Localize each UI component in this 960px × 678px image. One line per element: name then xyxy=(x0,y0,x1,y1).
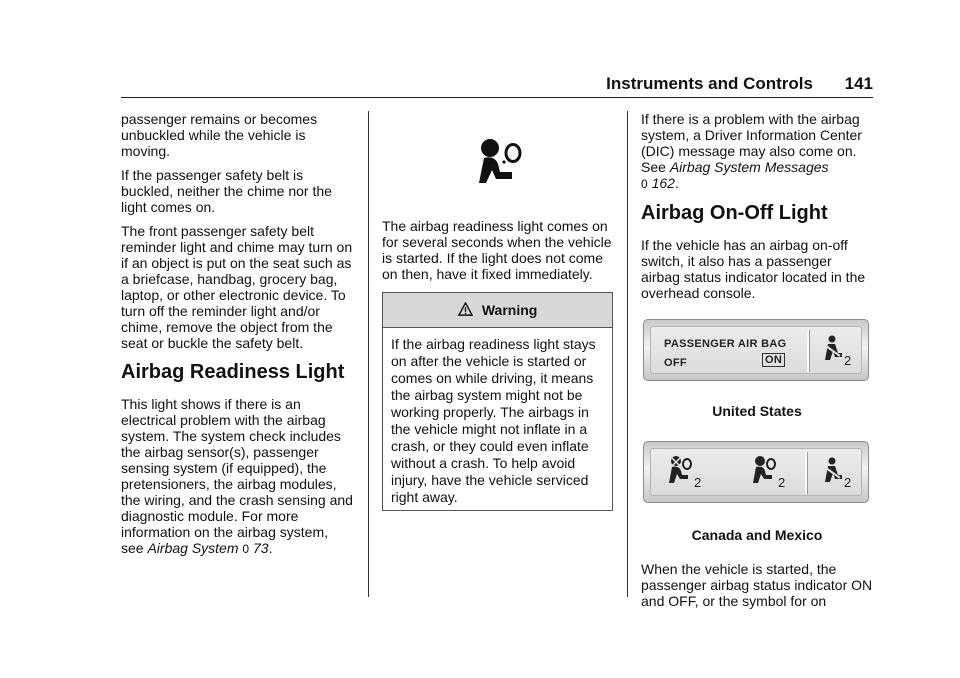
passenger-seat-icon xyxy=(823,457,843,485)
paragraph xyxy=(121,396,353,557)
paragraph: The front passenger safety belt reminder light and chime may turn on if an object is put on the seat such as a briefcase, handbag, grocery bag, laptop, or other electronic device. To turn off the reminder light and/or chime, remove the object from the seat or buckle the safety belt. xyxy=(121,223,353,351)
column-right xyxy=(641,111,873,617)
column-middle xyxy=(382,110,615,511)
airbag-off-icon xyxy=(668,455,694,485)
column-left xyxy=(121,111,353,565)
paragraph: passenger remains or becomes unbuckled while the vehicle is moving. xyxy=(121,111,318,159)
warning-box xyxy=(382,292,613,511)
column-divider xyxy=(368,111,369,597)
image-caption: Canada and Mexico xyxy=(691,527,823,543)
cross-reference-link[interactable]: Airbag System xyxy=(147,540,239,556)
seat-number: 2 xyxy=(778,475,786,490)
panel-divider xyxy=(807,330,809,372)
warning-header xyxy=(383,293,612,328)
warning-title: Warning xyxy=(481,302,538,318)
paragraph: If the vehicle has an airbag on-off switch, it also has a passenger airbag status indicator located in the overhead console. xyxy=(641,237,866,301)
cross-reference-link[interactable]: Airbag System Messages xyxy=(669,159,829,175)
paragraph: If the passenger safety belt is buckled, neither the chime nor the light comes on. xyxy=(121,167,332,215)
panel-label: PASSENGER AIR BAG xyxy=(664,338,787,350)
seat-number: 2 xyxy=(694,475,702,490)
punctuation: . xyxy=(268,540,273,556)
airbag-on-icon xyxy=(752,455,778,485)
page-number: 141 xyxy=(844,74,873,93)
paragraph xyxy=(641,111,873,192)
paragraph: When the vehicle is started, the passenger airbag status indicator ON and OFF, or the symbol for on xyxy=(641,561,873,609)
warning-icon xyxy=(458,302,477,319)
us-airbag-status-panel xyxy=(643,319,869,381)
canada-mexico-airbag-status-panel xyxy=(643,441,869,503)
page-ref-number[interactable]: 162 xyxy=(651,175,675,191)
section-heading: Airbag Readiness Light xyxy=(121,361,345,383)
page-header xyxy=(121,74,873,98)
punctuation: . xyxy=(674,175,679,191)
paragraph-text: If there is a problem with the airbag system, a Driver Information Center (DIC) message may also come on. See xyxy=(641,111,862,175)
warning-body: If the airbag readiness light stays on after the vehicle is started or comes on while driving, it means the airbag system might not be working properly. The airbags in the vehicle might not inflate in a crash, or they could even inflate without a crash. To help avoid injury, have the vehicle serviced right away. xyxy=(391,336,596,505)
airbag-readiness-icon xyxy=(474,136,524,186)
page-ref-icon: 0 xyxy=(641,177,648,191)
off-label: OFF xyxy=(664,357,687,369)
column-divider xyxy=(627,111,628,597)
paragraph-text: This light shows if there is an electrical problem with the airbag system. The system check includes the airbag sensor(s), passenger sensing system (if equipped), the pretensioners, the airbag modules, the wiring, and the crash sensing and diagnostic module. For more information on the airbag system, see xyxy=(121,396,353,556)
panel-divider xyxy=(805,452,807,494)
section-title: Instruments and Controls xyxy=(606,74,813,93)
page-ref-icon: 0 xyxy=(242,542,250,556)
seat-number: 2 xyxy=(844,353,852,368)
image-caption: United States xyxy=(712,403,802,419)
passenger-seat-icon xyxy=(823,335,843,363)
paragraph: The airbag readiness light comes on for several seconds when the vehicle is started. If the light does not come on then, have it fixed immediately. xyxy=(382,218,612,282)
page-ref-number[interactable]: 73 xyxy=(252,540,269,556)
section-heading: Airbag On-Off Light xyxy=(641,202,828,224)
seat-number: 2 xyxy=(844,475,852,490)
on-label: ON xyxy=(762,353,785,367)
